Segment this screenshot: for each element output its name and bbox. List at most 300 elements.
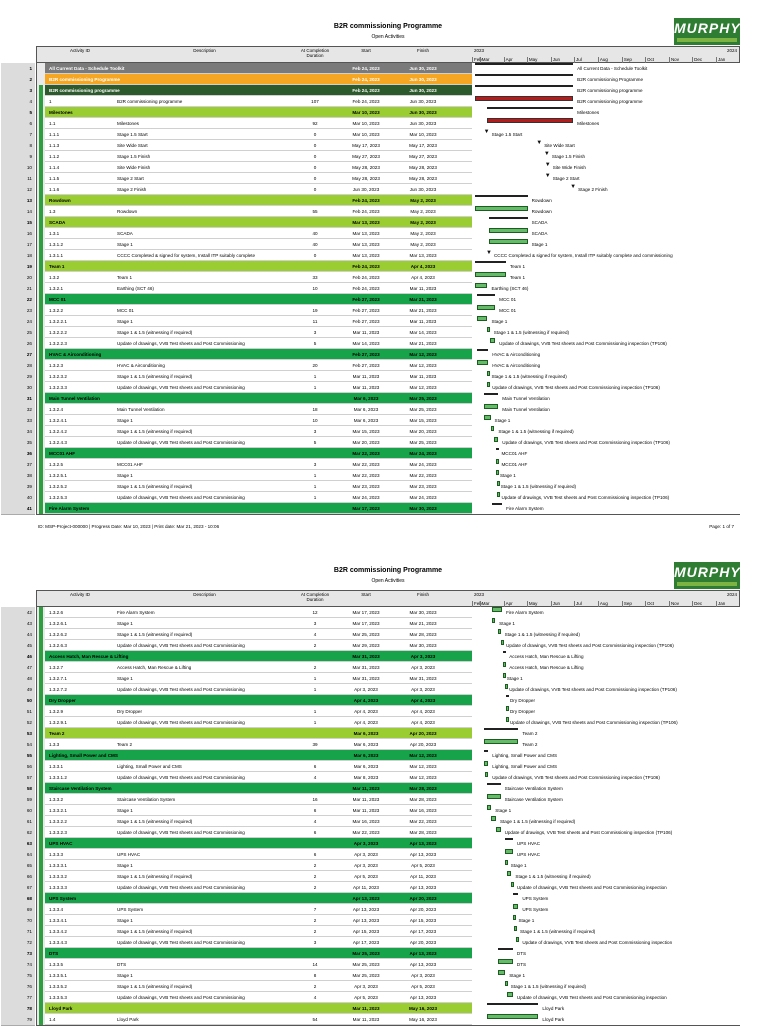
table-row[interactable] (26, 805, 739, 816)
gantt-label: HVAC & Airconditioning (492, 352, 541, 357)
table-row[interactable] (29, 129, 739, 140)
wbs-level-marker (39, 283, 43, 294)
activity-finish: Apr 17, 2023 (409, 929, 437, 934)
activity-start: Mar 6, 2023 (353, 764, 379, 769)
table-row[interactable] (26, 640, 739, 651)
table-row[interactable] (26, 503, 739, 514)
wbs-level-marker (39, 239, 43, 250)
activity-start: Mar 31, 2023 (352, 654, 380, 659)
activity-id: 1.3.3.1 (49, 764, 64, 769)
table-row[interactable] (27, 173, 739, 184)
activity-start: Mar 25, 2023 (352, 973, 380, 978)
summary-bar (505, 838, 513, 840)
row-number: 13 (1, 195, 35, 207)
activity-finish: Mar 28, 2023 (409, 632, 437, 637)
activity-bar (491, 816, 496, 821)
activity-start: Mar 6, 2023 (353, 396, 379, 401)
activity-bar (513, 915, 516, 920)
table-row[interactable] (26, 728, 739, 739)
milestone-marker: ▼ (570, 184, 577, 190)
row-number: 51 (1, 706, 35, 718)
table-row[interactable] (26, 426, 739, 437)
table-row[interactable] (26, 717, 739, 728)
col-duration: At Completion Duration (300, 48, 330, 58)
gantt-label: Stage 1 (509, 973, 526, 978)
activity-start: Feb 24, 2023 (352, 88, 380, 93)
activity-description: Fire Alarm System (117, 610, 155, 615)
col-description: Description (193, 48, 216, 53)
table-row[interactable] (26, 272, 739, 283)
row-number: 66 (1, 871, 35, 883)
wbs-level-marker (39, 272, 43, 283)
activity-start: Apr 3, 2023 (354, 687, 378, 692)
row-number: 76 (1, 981, 35, 993)
month-nov: Nov (670, 601, 679, 606)
table-row[interactable] (26, 206, 739, 217)
table-row[interactable] (26, 305, 739, 316)
activity-start: Feb 24, 2023 (352, 99, 380, 104)
gantt-label: Stage 1 (494, 418, 511, 423)
table-row[interactable] (26, 860, 739, 871)
murphy-logo (674, 18, 740, 45)
activity-bar (513, 904, 518, 909)
activity-description: Team 2 (117, 742, 133, 747)
activity-start: Feb 27, 2023 (352, 363, 380, 368)
activity-start: Feb 27, 2023 (352, 319, 380, 324)
summary-bar (506, 695, 509, 697)
activity-id: 1.3.2.7 (49, 665, 64, 670)
activity-description: Stage 1 (117, 676, 133, 681)
table-row[interactable] (26, 338, 739, 349)
table-row[interactable] (26, 662, 739, 673)
activity-start: Mar 31, 2023 (352, 676, 380, 681)
table-row[interactable] (26, 316, 739, 327)
activity-duration: 3 (313, 621, 317, 626)
table-row[interactable] (26, 283, 739, 294)
activity-finish: Jun 30, 2023 (409, 88, 437, 93)
activity-duration: 6 (313, 852, 317, 857)
table-row[interactable] (26, 228, 739, 239)
gantt-label: Update of drawings, VVB Test sheets and Post Commissioning inspection (516, 885, 667, 890)
table-row[interactable] (26, 882, 739, 893)
table-row[interactable] (26, 981, 739, 992)
gantt-label: Update of drawings, VVB Test sheets and Post Commissioning inspection (TP106) (502, 440, 670, 445)
activity-start: May 27, 2023 (352, 154, 380, 159)
activity-description: Lloyd Park (117, 1017, 139, 1022)
table-row[interactable] (29, 140, 739, 151)
activity-id: Team 2 (49, 731, 65, 736)
activity-id: 1.3.2 (49, 275, 60, 280)
gantt-cell (472, 728, 740, 739)
activity-finish: Mar 25, 2023 (409, 440, 437, 445)
gantt-cell (472, 849, 740, 860)
row-number: 57 (1, 772, 35, 784)
gantt-cell (472, 184, 740, 195)
table-row[interactable] (26, 360, 739, 371)
gantt-cell (472, 151, 740, 162)
activity-start: Mar 13, 2023 (352, 253, 380, 258)
gantt-label: Dry Dropper (509, 709, 535, 714)
wbs-level-marker (39, 1014, 43, 1025)
activity-finish: Apr 3, 2023 (410, 654, 436, 659)
row-gutter (37, 63, 45, 74)
wbs-level-marker (39, 470, 43, 481)
gantt-cell (472, 129, 740, 140)
activity-finish: Mar 25, 2023 (409, 396, 437, 401)
activity-id: Lloyd Park (49, 1006, 73, 1011)
activity-id: 1.3.3.4 (49, 907, 64, 912)
activity-description: HVAC & Airconditioning (117, 363, 165, 368)
activity-duration: 8 (313, 973, 317, 978)
summary-bar (492, 503, 502, 505)
table-row[interactable] (26, 959, 739, 970)
table-row[interactable] (26, 327, 739, 338)
table-row[interactable] (26, 217, 739, 228)
table-row[interactable] (29, 85, 739, 96)
gantt-label: Lloyd Park (542, 1017, 565, 1022)
table-row[interactable] (26, 195, 739, 206)
activity-bar (491, 426, 495, 431)
table-row[interactable] (26, 750, 739, 761)
activity-duration: 0 (313, 176, 317, 181)
activity-duration: 2 (313, 643, 317, 648)
table-row[interactable] (26, 926, 739, 937)
gantt-cell (472, 1003, 740, 1014)
table-row[interactable] (26, 849, 739, 860)
activity-bar (475, 283, 487, 288)
table-row[interactable] (29, 63, 739, 74)
activity-finish: May 2, 2023 (410, 209, 436, 214)
row-number: 16 (1, 228, 35, 240)
table-row[interactable] (26, 783, 739, 794)
table-row[interactable] (26, 816, 739, 827)
summary-bar (484, 750, 489, 752)
gantt-label: Main Tunnel Ventilation (502, 396, 550, 401)
activity-duration: 33 (312, 275, 318, 280)
table-row[interactable] (26, 261, 739, 272)
gantt-label: Stage 1 & 1.5 (witnessing if required) (498, 429, 574, 434)
table-row[interactable] (26, 904, 739, 915)
gantt-label: All Current Data - Schedule Toolkit (577, 66, 648, 71)
activity-description: Dry Dropper (117, 709, 143, 714)
row-number: 32 (1, 404, 35, 416)
table-row[interactable] (26, 1003, 739, 1014)
row-number: 15 (1, 217, 35, 229)
table-row[interactable] (26, 393, 739, 404)
summary-bar (513, 893, 518, 895)
activity-bar (485, 772, 488, 777)
gantt-cell (472, 63, 740, 74)
document-title: B2R commissioning Programme (333, 23, 443, 30)
row-number: 20 (1, 272, 35, 284)
table-row[interactable] (26, 871, 739, 882)
table-row[interactable] (26, 607, 739, 618)
gantt-label: UPS System (522, 907, 549, 912)
row-number: 55 (1, 750, 35, 762)
table-row[interactable] (29, 107, 739, 118)
activity-finish: Apr 4, 2023 (411, 709, 435, 714)
activity-finish: Apr 4, 2023 (410, 698, 436, 703)
activity-start: Mar 6, 2023 (353, 418, 379, 423)
activity-start: Mar 6, 2023 (353, 731, 379, 736)
wbs-level-marker (39, 926, 43, 937)
gantt-label: Update of drawings, VVB Test sheets and Post Commissioning inspection (TP106) (506, 643, 674, 648)
table-row[interactable] (26, 294, 739, 305)
gantt-label: Stage 1 (491, 319, 508, 324)
activity-bar (475, 272, 506, 277)
table-row[interactable] (26, 404, 739, 415)
activity-finish: Apr 4, 2023 (411, 720, 435, 725)
activity-duration: 4 (313, 819, 317, 824)
activity-start: Apr 4, 2023 (354, 720, 378, 725)
activity-start: Mar 31, 2023 (352, 665, 380, 670)
gantt-label: MCC01 AHF (501, 451, 528, 456)
wbs-level-marker (39, 717, 43, 728)
table-row[interactable] (26, 1014, 739, 1025)
table-row[interactable] (26, 492, 739, 503)
row-number: 63 (1, 838, 35, 850)
gantt-label: Milestones (577, 121, 600, 126)
activity-finish: Mar 31, 2023 (409, 676, 437, 681)
table-row[interactable] (26, 184, 739, 195)
table-row[interactable] (26, 937, 739, 948)
milestone-marker: ▼ (483, 129, 490, 135)
activity-start: Mar 11, 2023 (352, 385, 380, 390)
gantt-label: SCADA (531, 231, 548, 236)
row-number: 59 (1, 794, 35, 806)
document-title: B2R commissioning Programme (333, 567, 443, 574)
activity-duration: 0 (313, 165, 317, 170)
gantt-cell (472, 85, 740, 96)
activity-finish: Mar 12, 2023 (409, 775, 437, 780)
activity-description: Stage 1 & 1.5 (witnessing if required) (117, 874, 193, 879)
activity-id: 1.3.2.5.3 (49, 495, 67, 500)
wbs-level-marker (39, 294, 43, 305)
wbs-level-marker (39, 838, 43, 849)
activity-duration: 1 (313, 374, 317, 379)
activity-duration: 12 (312, 610, 318, 615)
activity-description: Earthing (SCT 46) (117, 286, 154, 291)
activity-start: Apr 15, 2023 (352, 929, 380, 934)
activity-id: 1.3.2.3 (49, 363, 64, 368)
table-row[interactable] (26, 382, 739, 393)
wbs-level-marker (39, 992, 43, 1003)
activity-bar (487, 327, 490, 332)
activity-bar (490, 338, 495, 343)
activity-description: Stage 1 (117, 621, 133, 626)
month-oct: Oct (647, 601, 655, 606)
activity-description: Team 1 (117, 275, 133, 280)
gantt-label: Stage 1 (531, 242, 548, 247)
activity-bar (511, 882, 514, 887)
table-row[interactable] (26, 673, 739, 684)
table-row[interactable] (29, 74, 739, 85)
row-number: 78 (1, 1003, 35, 1015)
row-number: 1 (1, 63, 35, 75)
activity-table (26, 63, 740, 515)
table-row[interactable] (26, 371, 739, 382)
table-row[interactable] (26, 684, 739, 695)
gantt-label: Staircase Ventilation System (504, 797, 563, 802)
activity-finish: May 16, 2023 (409, 1017, 437, 1022)
activity-description: Rowdown (117, 209, 138, 214)
activity-start: Mar 22, 2023 (352, 830, 380, 835)
table-row[interactable] (26, 761, 739, 772)
gantt-label: SCADA (531, 220, 548, 225)
wbs-level-marker (39, 673, 43, 684)
gantt-cell (472, 816, 740, 827)
activity-finish: May 28, 2023 (409, 165, 437, 170)
activity-id: 1.3.2.9.1 (49, 720, 67, 725)
activity-finish: Mar 24, 2023 (409, 462, 437, 467)
table-row[interactable] (29, 96, 739, 107)
gantt-label: Update of drawings, VVB Test sheets and Post Commissioning inspection (TP106) (492, 775, 660, 780)
row-number: 5 (1, 107, 35, 119)
gantt-cell (472, 717, 740, 728)
table-row[interactable] (26, 250, 739, 261)
gantt-label: Earthing (SCT 46) (491, 286, 529, 291)
activity-start: Mar 11, 2023 (352, 374, 380, 379)
table-row[interactable] (26, 794, 739, 805)
wbs-level-marker (39, 651, 43, 662)
wbs-level-marker (39, 162, 43, 173)
activity-bar (487, 805, 491, 810)
table-row[interactable] (26, 772, 739, 783)
wbs-level-marker (39, 607, 43, 618)
gantt-label: Dry Dropper (509, 698, 535, 703)
activity-duration: 4 (313, 995, 317, 1000)
activity-bar (498, 959, 513, 964)
wbs-level-marker (39, 893, 43, 904)
gantt-cell (472, 261, 740, 272)
table-row[interactable] (26, 695, 739, 706)
row-number: 37 (1, 459, 35, 471)
activity-finish: Mar 24, 2023 (409, 495, 437, 500)
row-number: 65 (1, 860, 35, 872)
wbs-level-marker (39, 349, 43, 360)
gantt-label: Site Wide Start (544, 143, 575, 148)
summary-bar (484, 393, 499, 395)
summary-bar (487, 1003, 538, 1005)
activity-bar (487, 118, 574, 123)
activity-id: Access Hatch, Man Rescue & Lifting (49, 654, 129, 659)
gantt-label: Update of drawings, VVB Test sheets and Post Commissioning inspection (TP106) (509, 720, 678, 725)
activity-bar (505, 981, 508, 986)
activity-bar (506, 706, 509, 711)
table-row[interactable] (26, 948, 739, 959)
activity-start: Apr 13, 2023 (352, 918, 380, 923)
activity-bar (487, 1014, 538, 1019)
table-row[interactable] (26, 992, 739, 1003)
gantt-label: Team 1 (509, 275, 526, 280)
activity-id: 1.3.1 (49, 231, 60, 236)
activity-description: Main Tunnel Ventilation (117, 407, 165, 412)
activity-duration: 0 (313, 143, 317, 148)
table-row[interactable] (26, 437, 739, 448)
table-row[interactable] (26, 739, 739, 750)
summary-bar (477, 294, 495, 296)
activity-id: 1.3.3.3.1 (49, 863, 67, 868)
gantt-cell (472, 206, 740, 217)
row-number: 39 (1, 481, 35, 493)
gantt-cell (472, 283, 740, 294)
activity-finish: Mar 12, 2023 (409, 385, 437, 390)
activity-description: Stage 1 & 1.5 (witnessing if required) (117, 819, 193, 824)
activity-finish: Mar 30, 2023 (409, 506, 437, 511)
gantt-cell (472, 327, 740, 338)
table-row[interactable] (26, 893, 739, 904)
table-row[interactable] (26, 470, 739, 481)
wbs-level-marker (39, 871, 43, 882)
activity-id: 1.3.3.1.2 (49, 775, 67, 780)
gantt-cell (472, 382, 740, 393)
table-row[interactable] (26, 651, 739, 662)
activity-id: 1.3.3.5.3 (49, 995, 67, 1000)
activity-duration: 5 (313, 440, 317, 445)
activity-start: Feb 27, 2023 (352, 297, 380, 302)
schedule-page-2 (26, 562, 741, 1024)
row-number: 3 (1, 85, 35, 97)
activity-bar (496, 459, 499, 464)
row-number: 34 (1, 426, 35, 438)
activity-finish: May 17, 2023 (409, 143, 437, 148)
table-row[interactable] (26, 162, 739, 173)
table-row[interactable] (26, 349, 739, 360)
activity-id: 1.3.2.2.2 (49, 330, 67, 335)
row-number: 23 (1, 305, 35, 317)
month-mar: Mar (481, 57, 490, 62)
table-row[interactable] (26, 827, 739, 838)
table-row[interactable] (26, 448, 739, 459)
activity-description: Stage 1 & 1.5 (witnessing if required) (117, 429, 193, 434)
row-number: 52 (1, 717, 35, 729)
gantt-label: Stage 1 & 1.5 (witnessing if required) (500, 484, 577, 489)
activity-start: Mar 17, 2023 (352, 610, 380, 615)
table-row[interactable] (26, 970, 739, 981)
page-number: Page: 1 of 7 (709, 524, 734, 529)
gantt-label: Team 2 (522, 742, 538, 747)
activity-start: Feb 24, 2023 (352, 286, 380, 291)
table-row[interactable] (26, 459, 739, 470)
table-row[interactable] (26, 618, 739, 629)
table-row[interactable] (26, 239, 739, 250)
table-row[interactable] (29, 151, 739, 162)
activity-id: 1.3.3.3 (49, 852, 64, 857)
activity-start: Mar 22, 2023 (352, 462, 380, 467)
activity-id: B2R commissioning Programme (49, 77, 120, 82)
activity-start: Apr 3, 2023 (354, 863, 378, 868)
gantt-cell (472, 805, 740, 816)
row-number: 2 (1, 74, 35, 86)
table-row[interactable] (26, 915, 739, 926)
activity-id: 1.3.2.6.3 (49, 643, 67, 648)
activity-bar (507, 992, 513, 997)
activity-duration: 16 (312, 797, 318, 802)
activity-description: Stage 1 & 1.5 (witnessing if required) (117, 984, 193, 989)
table-row[interactable] (26, 415, 739, 426)
table-row[interactable] (26, 838, 739, 849)
table-row[interactable] (26, 629, 739, 640)
table-row[interactable] (26, 706, 739, 717)
month-aug: Aug (599, 601, 608, 606)
activity-id: 1.1.5 (49, 176, 60, 181)
gantt-cell (472, 904, 740, 915)
table-row[interactable] (26, 481, 739, 492)
activity-bar (477, 360, 488, 365)
wbs-level-marker (39, 662, 43, 673)
wbs-level-marker (39, 805, 43, 816)
table-row[interactable] (29, 118, 739, 129)
